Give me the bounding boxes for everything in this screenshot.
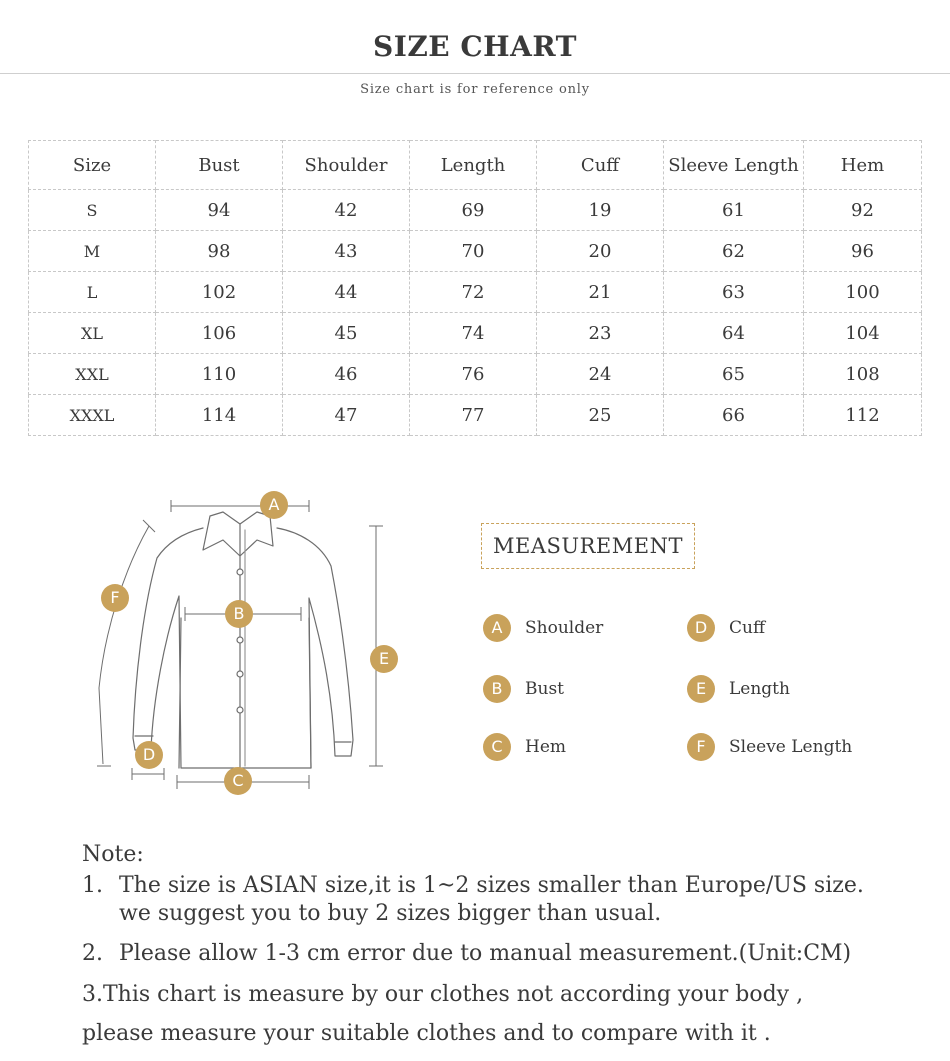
badge-b-icon: B <box>483 675 511 703</box>
note-number: 1. <box>82 873 103 898</box>
column-header: Hem <box>804 141 922 190</box>
table-row <box>29 354 922 395</box>
table-cell: 25 <box>537 395 664 436</box>
note-1-continuation: we suggest you to buy 2 sizes bigger than usual. <box>119 901 662 926</box>
legend-label: Bust <box>525 679 564 699</box>
table-cell: 104 <box>804 313 922 354</box>
note-3-continuation: please measure your suitable clothes and to compare with it . <box>82 1021 771 1046</box>
badge-e-icon: E <box>687 675 715 703</box>
measurement-title: MEASUREMENT <box>481 523 695 569</box>
table-cell: 106 <box>156 313 283 354</box>
table-cell: 108 <box>804 354 922 395</box>
legend-label: Shoulder <box>525 618 604 638</box>
table-row <box>29 313 922 354</box>
table-cell: 72 <box>410 272 537 313</box>
legend-label: Length <box>729 679 790 699</box>
table-cell: 64 <box>664 313 804 354</box>
table-row <box>29 395 922 436</box>
table-cell: 21 <box>537 272 664 313</box>
table-cell: 110 <box>156 354 283 395</box>
note-number: 2. <box>82 941 103 966</box>
table-cell: XL <box>29 313 156 354</box>
column-header: Cuff <box>537 141 664 190</box>
table-cell: 45 <box>283 313 410 354</box>
table-cell: 77 <box>410 395 537 436</box>
note-text: The size is ASIAN size,it is 1~2 sizes smaller than Europe/US size. <box>119 873 864 898</box>
table-cell: 76 <box>410 354 537 395</box>
table-row <box>29 231 922 272</box>
table-cell: 42 <box>283 190 410 231</box>
badge-c-icon: C <box>224 767 252 795</box>
table-cell: 62 <box>664 231 804 272</box>
table-cell: 74 <box>410 313 537 354</box>
column-header: Sleeve Length <box>664 141 804 190</box>
badge-a-icon: A <box>483 614 511 642</box>
badge-c-icon: C <box>483 733 511 761</box>
table-cell: 19 <box>537 190 664 231</box>
table-cell: 47 <box>283 395 410 436</box>
title-divider <box>0 73 950 74</box>
note-1 <box>82 873 864 898</box>
badge-f-icon: F <box>101 584 129 612</box>
table-cell: 98 <box>156 231 283 272</box>
table-cell: 61 <box>664 190 804 231</box>
column-header: Bust <box>156 141 283 190</box>
badge-f-icon: F <box>687 733 715 761</box>
size-table <box>28 140 922 436</box>
badge-d-icon: D <box>135 741 163 769</box>
table-cell: 23 <box>537 313 664 354</box>
page-title: SIZE CHART <box>373 30 577 63</box>
badge-a-icon: A <box>260 491 288 519</box>
legend-item-hem <box>483 733 566 761</box>
table-cell: 102 <box>156 272 283 313</box>
column-header: Shoulder <box>283 141 410 190</box>
legend-item-bust <box>483 675 564 703</box>
table-cell: XXXL <box>29 395 156 436</box>
shirt-diagram <box>95 488 415 803</box>
table-cell: M <box>29 231 156 272</box>
column-header: Length <box>410 141 537 190</box>
table-cell: 46 <box>283 354 410 395</box>
table-cell: 112 <box>804 395 922 436</box>
table-cell: 66 <box>664 395 804 436</box>
table-cell: 69 <box>410 190 537 231</box>
legend-item-shoulder <box>483 614 603 642</box>
table-header-row <box>29 141 922 190</box>
table-cell: L <box>29 272 156 313</box>
table-cell: 20 <box>537 231 664 272</box>
badge-b-icon: B <box>225 600 253 628</box>
legend-label: Cuff <box>729 618 766 638</box>
table-cell: 92 <box>804 190 922 231</box>
table-cell: XXL <box>29 354 156 395</box>
badge-e-icon: E <box>370 645 398 673</box>
table-cell: 70 <box>410 231 537 272</box>
table-cell: 24 <box>537 354 664 395</box>
note-3: 3.This chart is measure by our clothes not according your body , <box>82 982 804 1007</box>
legend-item-sleeve-length <box>687 733 852 761</box>
badge-d-icon: D <box>687 614 715 642</box>
legend-label: Sleeve Length <box>729 737 853 757</box>
note-text: Please allow 1-3 cm error due to manual measurement.(Unit:CM) <box>119 941 852 966</box>
legend-label: Hem <box>525 737 567 757</box>
table-cell: 114 <box>156 395 283 436</box>
table-cell: 65 <box>664 354 804 395</box>
table-cell: 100 <box>804 272 922 313</box>
page-subtitle: Size chart is for reference only <box>360 82 590 97</box>
table-row <box>29 190 922 231</box>
table-cell: 94 <box>156 190 283 231</box>
legend-item-length <box>687 675 790 703</box>
table-row <box>29 272 922 313</box>
table-cell: 96 <box>804 231 922 272</box>
column-header: Size <box>29 141 156 190</box>
legend-item-cuff <box>687 614 765 642</box>
table-cell: 63 <box>664 272 804 313</box>
table-cell: 43 <box>283 231 410 272</box>
table-cell: S <box>29 190 156 231</box>
note-2 <box>82 941 851 966</box>
table-cell: 44 <box>283 272 410 313</box>
notes-title: Note: <box>82 842 144 867</box>
